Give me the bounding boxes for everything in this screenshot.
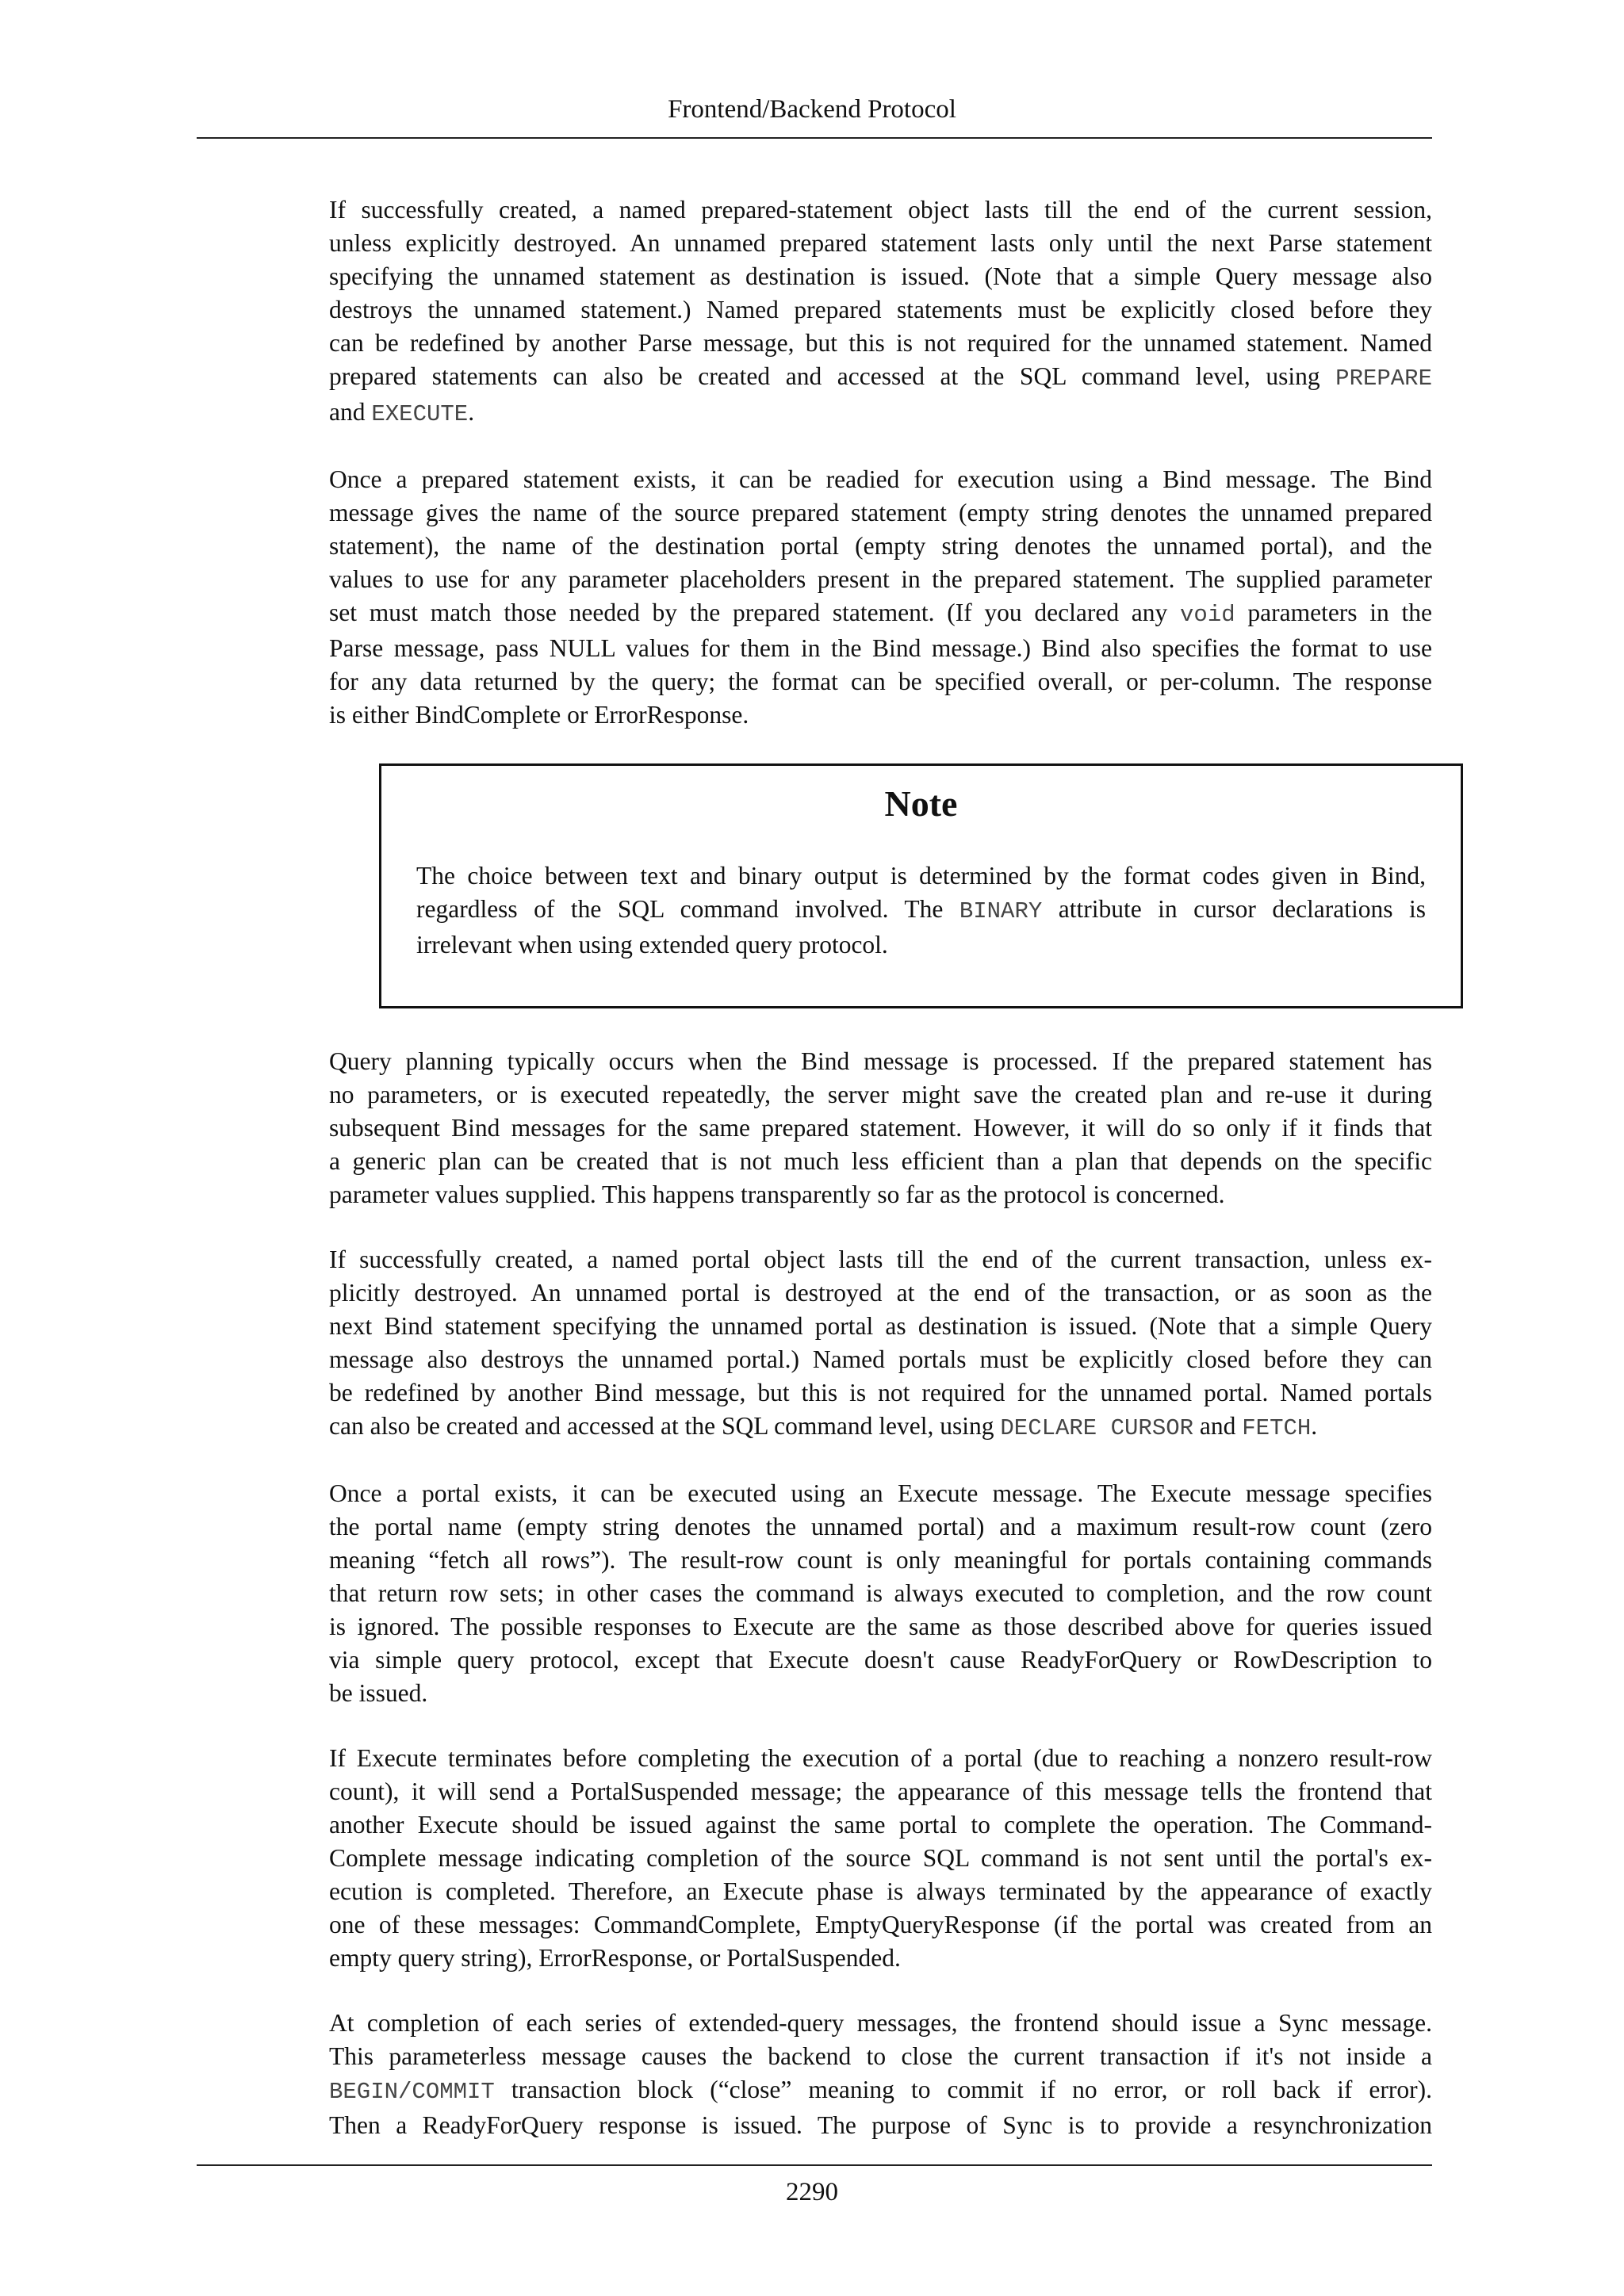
paragraph-named-portal bbox=[329, 1243, 1432, 1445]
text-line: message also destroys the unnamed portal.) Named portals must be explicitly closed before they can bbox=[329, 1345, 1432, 1373]
text-fragment: parameters in the bbox=[1247, 599, 1433, 626]
text-line: one of these messages: CommandComplete, EmptyQueryResponse (if the portal was created from an bbox=[329, 1911, 1432, 1938]
text-fragment: transaction block (“close” meaning to commit if no error, or roll back if error). bbox=[511, 2076, 1432, 2103]
text-line: can be redefined by another Parse message, but this is not required for the unnamed statement. Named bbox=[329, 329, 1432, 357]
paragraph-bind-message bbox=[329, 463, 1432, 732]
text-line: At completion of each series of extended-query messages, the frontend should issue a Sync message. bbox=[329, 2009, 1432, 2037]
text-line: empty query string), ErrorResponse, or PortalSuspended. bbox=[329, 1944, 901, 1972]
text-fragment: . bbox=[468, 398, 475, 426]
text-line: Once a portal exists, it can be executed using an Execute message. The Execute message specifies bbox=[329, 1479, 1432, 1507]
note-box bbox=[379, 763, 1463, 1008]
text-line: statement), the name of the destination portal (empty string denotes the unnamed portal), and the bbox=[329, 532, 1432, 560]
text-line: Parse message, pass NULL values for them in the Bind message.) Bind also specifies the format to use bbox=[329, 634, 1432, 662]
code-declare-cursor: DECLARE CURSOR bbox=[1000, 1415, 1194, 1441]
note-text bbox=[416, 859, 1426, 962]
text-line: be redefined by another Bind message, but this is not required for the unnamed portal. Named portals bbox=[329, 1379, 1432, 1406]
text-line: meaning “fetch all rows”). The result-row count is only meaningful for portals containing commands bbox=[329, 1546, 1432, 1574]
text-line: be issued. bbox=[329, 1679, 428, 1707]
code-execute: EXECUTE bbox=[371, 401, 469, 427]
code-void: void bbox=[1180, 602, 1235, 628]
text-fragment: and bbox=[329, 398, 366, 426]
text-line: parameter values supplied. This happens transparently so far as the protocol is concerned. bbox=[329, 1181, 1225, 1208]
text-line: values to use for any parameter placeholders present in the prepared statement. The supplied parameter bbox=[329, 565, 1432, 593]
text-line: a generic plan can be created that is not much less efficient than a plan that depends on the specific bbox=[329, 1147, 1432, 1175]
code-fetch: FETCH bbox=[1242, 1415, 1312, 1441]
text-line: the portal name (empty string denotes the unnamed portal) and a maximum result-row count (zero bbox=[329, 1513, 1432, 1540]
text-line: subsequent Bind messages for the same prepared statement. However, it will do so only if it finds that bbox=[329, 1114, 1432, 1142]
text-line: specifying the unnamed statement as destination is issued. (Note that a simple Query message also bbox=[329, 262, 1432, 290]
paragraph-portal-suspended bbox=[329, 1742, 1432, 1975]
text-line: another Execute should be issued against the same portal to complete the operation. The Command- bbox=[329, 1811, 1432, 1839]
code-prepare: PREPARE bbox=[1335, 365, 1432, 392]
text-line: is either BindComplete or ErrorResponse. bbox=[329, 701, 749, 729]
text-fragment: set must match those needed by the prepared statement. (If you declared any bbox=[329, 599, 1168, 626]
paragraph-sync-message bbox=[329, 2007, 1432, 2142]
text-line bbox=[329, 2073, 1432, 2109]
page-number: 2290 bbox=[786, 2178, 838, 2206]
text-line: that return row sets; in other cases the command is always executed to completion, and the row count bbox=[329, 1579, 1432, 1607]
text-line bbox=[329, 1410, 1432, 1445]
text-line: no parameters, or is executed repeatedly, the server might save the created plan and re-use it during bbox=[329, 1081, 1432, 1108]
text-fragment: attribute in cursor declarations is bbox=[1058, 895, 1427, 923]
text-line: count), it will send a PortalSuspended message; the appearance of this message tells the frontend that bbox=[329, 1777, 1432, 1805]
text-line: Complete message indicating completion of the source SQL command is not sent until the portal's ex- bbox=[329, 1844, 1432, 1872]
text-line: Query planning typically occurs when the Bind message is processed. If the prepared statement has bbox=[329, 1047, 1432, 1075]
text-line: irrelevant when using extended query protocol. bbox=[416, 931, 888, 959]
page-body bbox=[329, 193, 1432, 2174]
text-line bbox=[329, 360, 1432, 396]
text-line: via simple query protocol, except that Execute doesn't cause ReadyForQuery or RowDescription to bbox=[329, 1646, 1432, 1674]
text-fragment: prepared statements can also be created and accessed at the SQL command level, using bbox=[329, 362, 1320, 390]
text-fragment: . bbox=[1311, 1412, 1318, 1440]
text-line: Then a ReadyForQuery response is issued. The purpose of Sync is to provide a resynchronization bbox=[329, 2111, 1432, 2139]
paragraph-query-planning bbox=[329, 1045, 1432, 1211]
text-line: If Execute terminates before completing the execution of a portal (due to reaching a nonzero result-row bbox=[329, 1744, 1432, 1772]
text-line bbox=[329, 396, 1432, 431]
header-rule bbox=[197, 137, 1432, 139]
note-title: Note bbox=[884, 783, 958, 824]
code-begin-commit: BEGIN/COMMIT bbox=[329, 2079, 495, 2105]
text-fragment: and bbox=[1199, 1412, 1236, 1440]
text-line: is ignored. The possible responses to Execute are the same as those described above for queries issued bbox=[329, 1613, 1432, 1640]
running-header: Frontend/Backend Protocol bbox=[668, 95, 956, 124]
text-line: for any data returned by the query; the format can be specified overall, or per-column. The response bbox=[329, 668, 1432, 695]
text-line: message gives the name of the source prepared statement (empty string denotes the unnamed prepared bbox=[329, 499, 1432, 526]
text-fragment: regardless of the SQL command involved. The bbox=[416, 895, 944, 923]
text-line: plicitly destroyed. An unnamed portal is destroyed at the end of the transaction, or as soon as the bbox=[329, 1279, 1432, 1307]
text-line: If successfully created, a named portal object lasts till the end of the current transaction, unless ex- bbox=[329, 1246, 1432, 1273]
code-binary: BINARY bbox=[959, 898, 1043, 924]
text-line: unless explicitly destroyed. An unnamed prepared statement lasts only until the next Parse statement bbox=[329, 229, 1432, 257]
text-line: next Bind statement specifying the unnamed portal as destination is issued. (Note that a simple Query bbox=[329, 1312, 1432, 1340]
footer-rule bbox=[197, 2164, 1432, 2166]
paragraph-named-prepared-statement bbox=[329, 193, 1432, 431]
text-line: destroys the unnamed statement.) Named prepared statements must be explicitly closed before they bbox=[329, 296, 1432, 323]
text-line bbox=[416, 893, 1426, 928]
text-line: Once a prepared statement exists, it can be readied for execution using a Bind message. The Bind bbox=[329, 465, 1432, 493]
text-fragment: can also be created and accessed at the SQL command level, using bbox=[329, 1412, 994, 1440]
paragraph-execute-message bbox=[329, 1477, 1432, 1710]
text-line bbox=[329, 596, 1432, 632]
text-line: If successfully created, a named prepared-statement object lasts till the end of the current session, bbox=[329, 196, 1432, 224]
text-line: ecution is completed. Therefore, an Execute phase is always terminated by the appearance of exactly bbox=[329, 1877, 1432, 1905]
text-line: This parameterless message causes the backend to close the current transaction if it's not inside a bbox=[329, 2042, 1432, 2070]
text-line: The choice between text and binary output is determined by the format codes given in Bind, bbox=[416, 862, 1426, 890]
